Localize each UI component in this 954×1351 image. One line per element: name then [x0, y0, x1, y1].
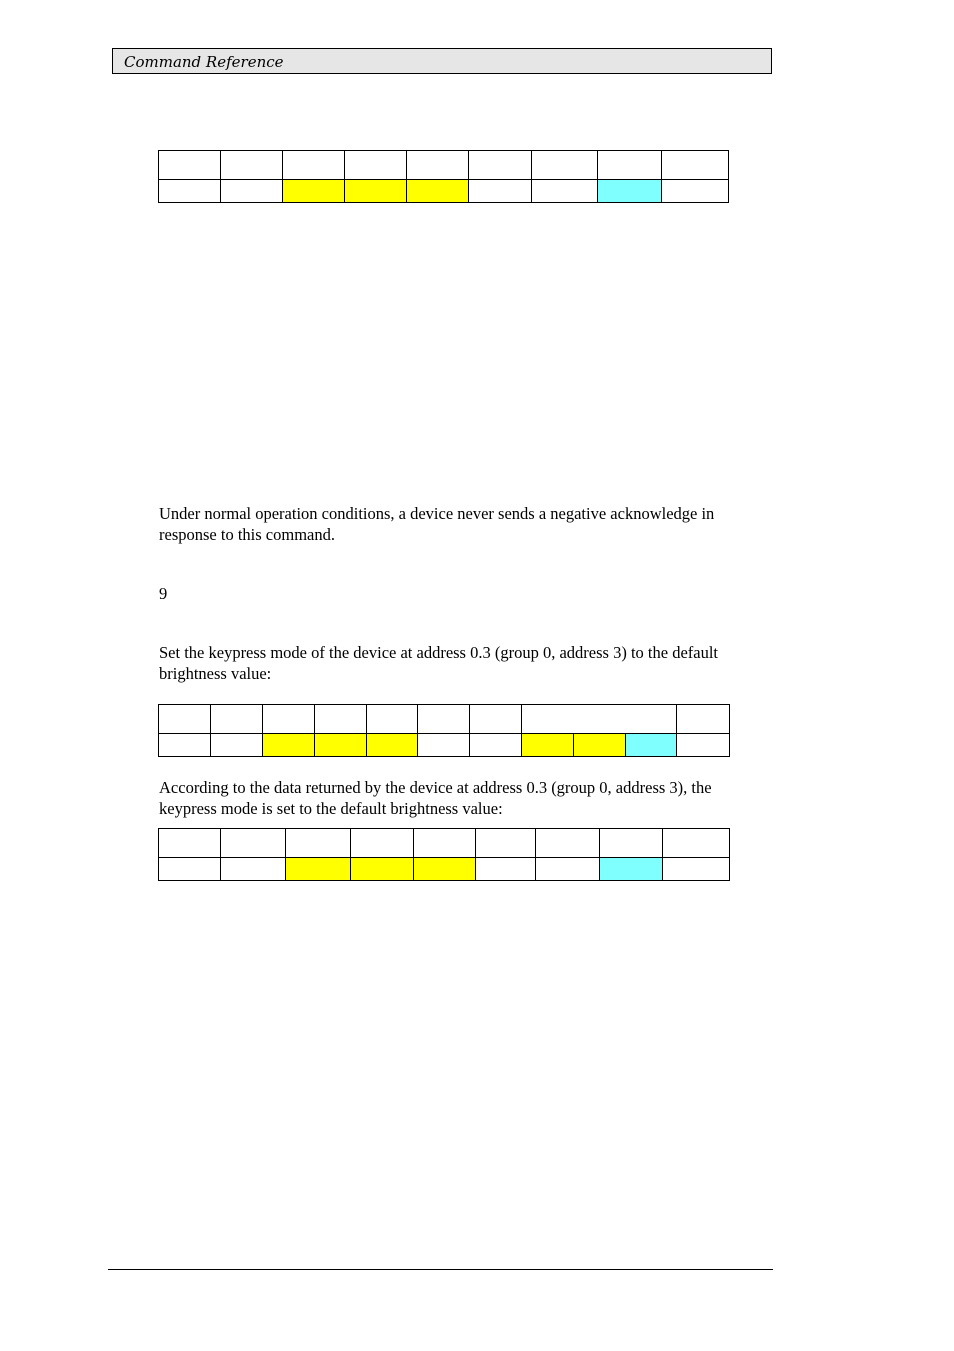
table-cell — [661, 151, 728, 180]
highlight-cell-yellow — [286, 858, 351, 881]
table-data-row — [159, 180, 729, 203]
example-intro-paragraph: Set the keypress mode of the device at address 0.3 (group 0, address 3) to the default brightness value: — [159, 643, 719, 683]
table-cell — [536, 858, 600, 881]
highlight-cell-yellow — [263, 734, 315, 757]
table-cell — [221, 151, 283, 180]
table-cell — [414, 829, 476, 858]
table-cell — [470, 734, 522, 757]
highlight-cell-yellow — [407, 180, 469, 203]
table-cell — [159, 734, 211, 757]
table-cell — [211, 705, 263, 734]
table-data-row — [159, 858, 730, 881]
merged-header-cell — [522, 705, 677, 734]
table-cell — [536, 829, 600, 858]
table-cell — [476, 858, 536, 881]
table-cell — [351, 829, 414, 858]
highlight-cell-yellow — [414, 858, 476, 881]
table-cell — [661, 180, 728, 203]
table-header-row — [159, 151, 729, 180]
table-cell — [677, 705, 730, 734]
header-title: Command Reference — [124, 53, 284, 71]
table-cell — [221, 829, 286, 858]
table-data-row — [159, 734, 730, 757]
highlight-cell-yellow — [367, 734, 418, 757]
table-header-row — [159, 705, 730, 734]
response-frame-table — [158, 828, 730, 881]
table-cell — [600, 829, 663, 858]
table-cell — [159, 858, 221, 881]
highlight-cell-cyan — [600, 858, 663, 881]
table-cell — [159, 151, 221, 180]
response-intro-paragraph: According to the data returned by the device at address 0.3 (group 0, address 3), the keypress mode is set to the default brightness value: — [159, 778, 712, 818]
highlight-cell-yellow — [345, 180, 407, 203]
table-cell — [159, 705, 211, 734]
table-cell — [159, 829, 221, 858]
highlight-cell-yellow — [315, 734, 367, 757]
table-cell — [418, 734, 470, 757]
table-cell — [345, 151, 407, 180]
highlight-cell-yellow — [283, 180, 345, 203]
table-cell — [286, 829, 351, 858]
table-cell — [531, 151, 597, 180]
table-cell — [221, 858, 286, 881]
highlight-cell-cyan — [597, 180, 661, 203]
table-cell — [211, 734, 263, 757]
footer-divider — [108, 1269, 773, 1270]
table-cell — [663, 829, 730, 858]
section-number: 9 — [159, 584, 168, 603]
table-cell — [159, 180, 221, 203]
highlight-cell-yellow — [574, 734, 626, 757]
table-header-row — [159, 829, 730, 858]
highlight-cell-yellow — [351, 858, 414, 881]
nack-note-paragraph: Under normal operation conditions, a device never sends a negative acknowledge in response to this command. — [159, 504, 715, 544]
table-cell — [531, 180, 597, 203]
table-cell — [407, 151, 469, 180]
table-cell — [315, 705, 367, 734]
table-cell — [470, 705, 522, 734]
table-cell — [283, 151, 345, 180]
table-cell — [221, 180, 283, 203]
highlight-cell-yellow — [522, 734, 574, 757]
highlight-cell-cyan — [626, 734, 677, 757]
table-cell — [677, 734, 730, 757]
command-frame-table — [158, 704, 730, 757]
table-cell — [263, 705, 315, 734]
header-bar — [112, 48, 772, 74]
table-cell — [597, 151, 661, 180]
table-cell — [469, 180, 531, 203]
table-cell — [367, 705, 418, 734]
table-cell — [663, 858, 730, 881]
top-frame-table — [158, 150, 729, 203]
table-cell — [418, 705, 470, 734]
table-cell — [469, 151, 531, 180]
table-cell — [476, 829, 536, 858]
